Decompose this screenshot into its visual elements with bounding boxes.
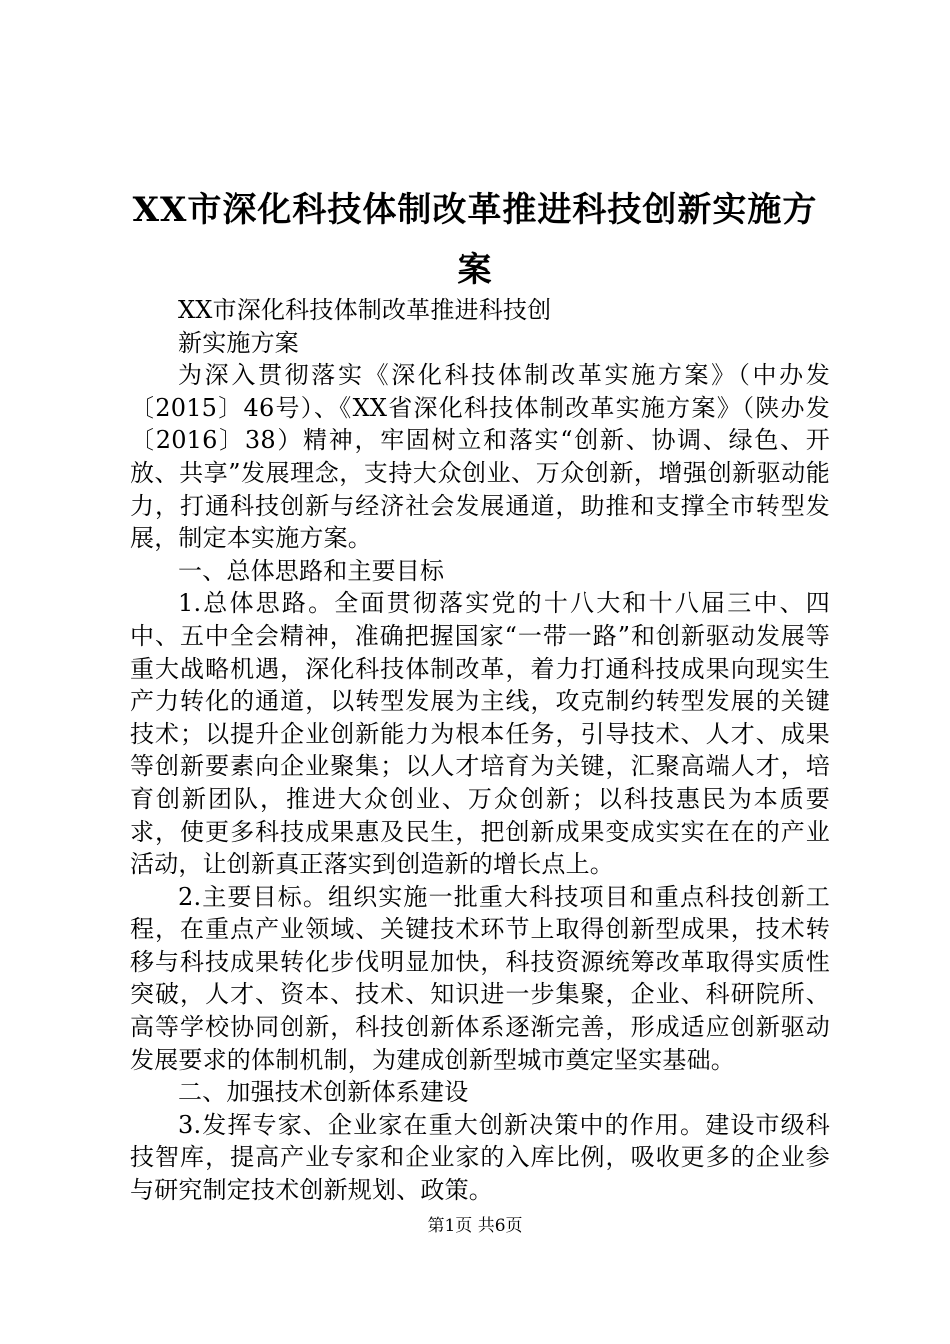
paragraph-overall-approach: 1.总体思路。全面贯彻落实党的十八大和十八届三中、四中、五中全会精神，准确把握国家“一带一路”和创新驱动发展等重大战略机遇，深化科技体制改革，着力打通科技成果向现实生产力转化的通道，以转型发展为主线，攻克制约转型发展的关键技术；以提升企业创新能力为根本任务，引导技术、人才、成果等创新要素向企业聚集；以人才培育为关键，汇聚高端人才，培育创新团队，推进大众创业、万众创新；以科技惠民为本质要求，使更多科技成果惠及民生，把创新成果变成实实在在的产业活动，让创新真正落实到创造新的增长点上。: [130, 589, 830, 879]
document-title-line-1: XX市深化科技体制改革推进科技创新实施方: [132, 190, 818, 230]
paragraph-experts-role: 3.发挥专家、企业家在重大创新决策中的作用。建设市级科技智库，提高产业专家和企业家的入库比例，吸收更多的企业参与研究制定技术创新规划、政策。: [130, 1110, 830, 1205]
document-body: [130, 294, 830, 1207]
section-heading-1: 一、总体思路和主要目标: [178, 556, 445, 585]
section-heading-2: 二、加强技术创新体系建设: [178, 1078, 469, 1107]
subtitle-line-1: XX市深化科技体制改革推进科技创: [178, 296, 552, 324]
paragraph-main-goals: 2.主要目标。组织实施一批重大科技项目和重点科技创新工程，在重点产业领域、关键技术环节上取得创新型成果，技术转移与科技成果转化步伐明显加快，科技资源统筹改革取得实质性突破，人才、资本、技术、知识进一步集聚，企业、科研院所、高等学校协同创新，科技创新体系逐渐完善，形成适应创新驱动发展要求的体制机制，为建成创新型城市奠定坚实基础。: [130, 882, 830, 1074]
subtitle-line-2: 新实施方案: [178, 328, 299, 357]
paragraph-intro: 为深入贯彻落实《深化科技体制改革实施方案》（中办发〔2015〕46号）、《XX省深化科技体制改革实施方案》（陕办发〔2016〕38）精神，牢固树立和落实“创新、协调、绿色、开放、共享”发展理念，支持大众创业、万众创新，增强创新驱动能力，打通科技创新与经济社会发展通道，助推和支撑全市转型发展，制定本实施方案。: [130, 361, 830, 553]
document-title-line-2: 案: [457, 250, 493, 290]
page-number-footer: 第1页 共6页: [427, 1216, 523, 1236]
